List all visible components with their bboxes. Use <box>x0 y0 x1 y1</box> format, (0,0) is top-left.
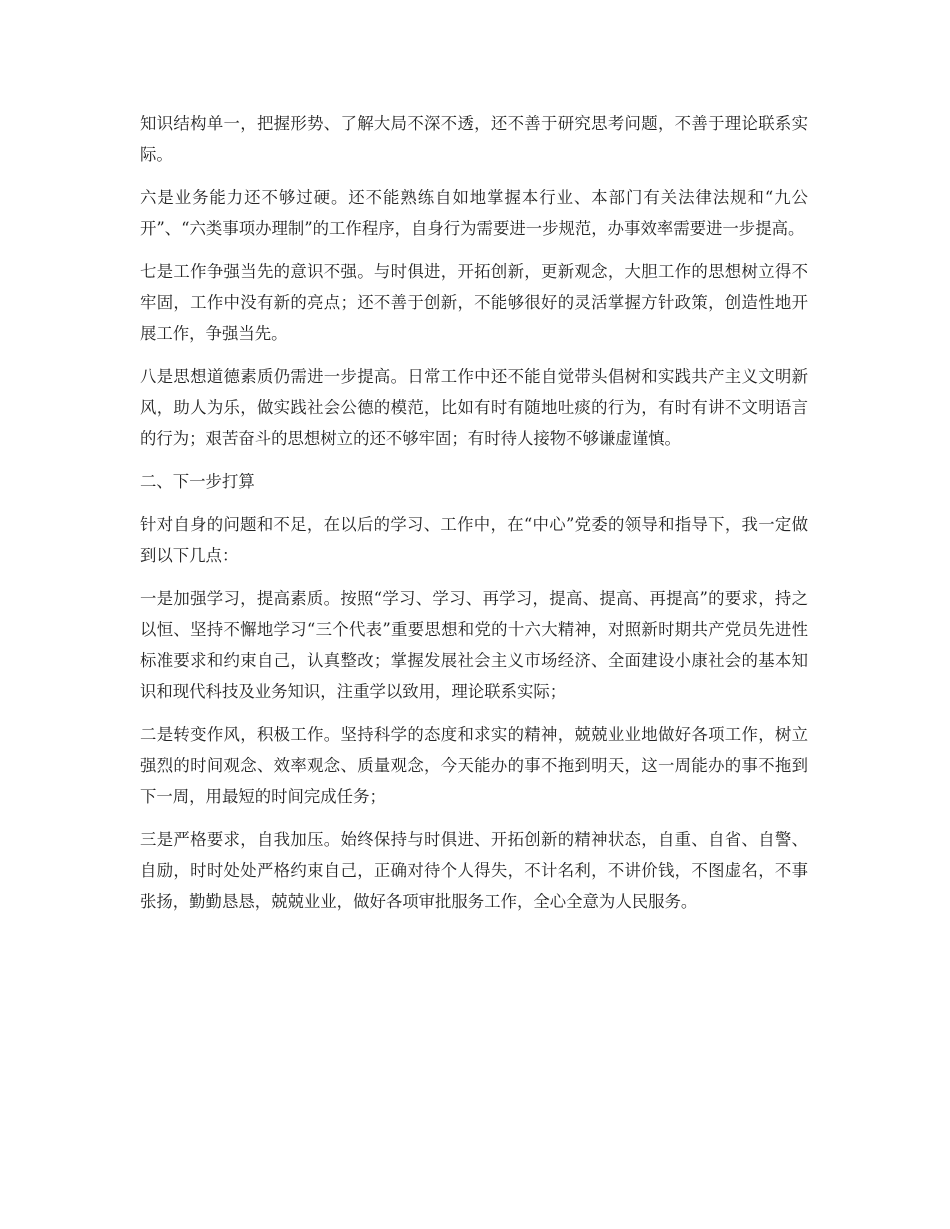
paragraph-plan-three: 三是严格要求，自我加压。始终保持与时俱进、开拓创新的精神状态，自重、自省、自警、自励，时时处处严格约束自己，正确对待个人得失，不计名利，不讲价钱，不图虚名，不事张扬，勤勤恳恳，兢兢业业，做好各项审批服务工作，全心全意为人民服务。 <box>140 830 808 911</box>
paragraph-point-seven: 七是工作争强当先的意识不强。与时俱进，开拓创新，更新观念，大胆工作的思想树立得不牢固，工作中没有新的亮点；还不善于创新，不能够很好的灵活掌握方针政策，创造性地开展工作，争强当先。 <box>140 262 808 343</box>
paragraph-point-six: 六是业务能力还不够过硬。还不能熟练自如地掌握本行业、本部门有关法律法规和“九公开”、“六类事项办理制”的工作程序，自身行为需要进一步规范，办事效率需要进一步提高。 <box>140 188 808 238</box>
section-heading-next-steps: 二、下一步打算 <box>140 472 255 491</box>
paragraph-plan-two: 二是转变作风，积极工作。坚持科学的态度和求实的精神，兢兢业业地做好各项工作，树立强烈的时间观念、效率观念、质量观念，今天能办的事不拖到明天，这一周能办的事不拖到下一周，用最短的时间完成任务； <box>140 725 808 806</box>
document-body <box>140 108 808 929</box>
paragraph-point-eight: 八是思想道德素质仍需进一步提高。日常工作中还不能自觉带头倡树和实践共产主义文明新风，助人为乐，做实践社会公德的模范，比如有时有随地吐痰的行为，有时有讲不文明语言的行为；艰苦奋斗的思想树立的还不够牢固；有时待人接物不够谦虚谨慎。 <box>140 367 808 448</box>
paragraph-knowledge-structure: 知识结构单一，把握形势、了解大局不深不透，还不善于研究思考问题，不善于理论联系实际。 <box>140 114 808 164</box>
paragraph-intro-next-steps: 针对自身的问题和不足，在以后的学习、工作中，在“中心”党委的领导和指导下，我一定做到以下几点： <box>140 515 808 565</box>
paragraph-plan-one: 一是加强学习，提高素质。按照“学习、学习、再学习，提高、提高、再提高”的要求，持之以恒、坚持不懈地学习“三个代表”重要思想和党的十六大精神，对照新时期共产党员先进性标准要求和约束自己，认真整改；掌握发展社会主义市场经济、全面建设小康社会的基本知识和现代科技及业务知识，注重学以致用，理论联系实际； <box>140 589 808 701</box>
